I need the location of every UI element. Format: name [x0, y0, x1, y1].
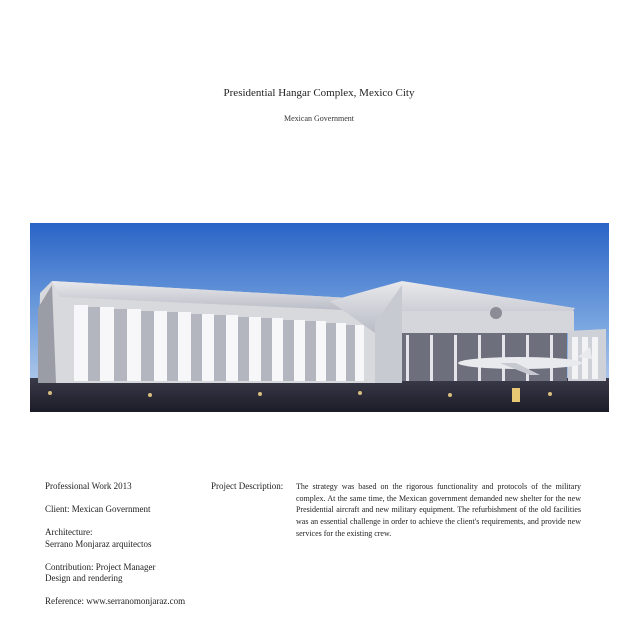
reference: Reference: www.serranomonjaraz.com	[45, 596, 186, 606]
architecture-label: Architecture:	[45, 527, 93, 537]
client: Client: Mexican Government	[45, 504, 151, 514]
contribution-value: Design and rendering	[45, 573, 123, 583]
project-description: The strategy was based on the rigorous functionality and protocols of the military complex. At the same time, the Mexican government demanded new shelter for the new Presidential aircraft and new military equipment. The refurbishment of the old facilities was an essential challenge in order to achieve the client's requirements, and provide new services for the existing crew.	[296, 482, 581, 538]
project-info	[45, 481, 215, 608]
architecture-value: Serrano Monjaraz arquitectos	[45, 538, 152, 549]
page-title: Presidential Hangar Complex, Mexico City	[223, 87, 415, 99]
page-subtitle: Mexican Government	[284, 114, 354, 123]
building-rendering	[30, 223, 609, 412]
project-description-label: Project Description:	[211, 481, 284, 491]
professional-work: Professional Work 2013	[45, 481, 132, 491]
contribution-label: Contribution: Project Manager	[45, 561, 156, 572]
